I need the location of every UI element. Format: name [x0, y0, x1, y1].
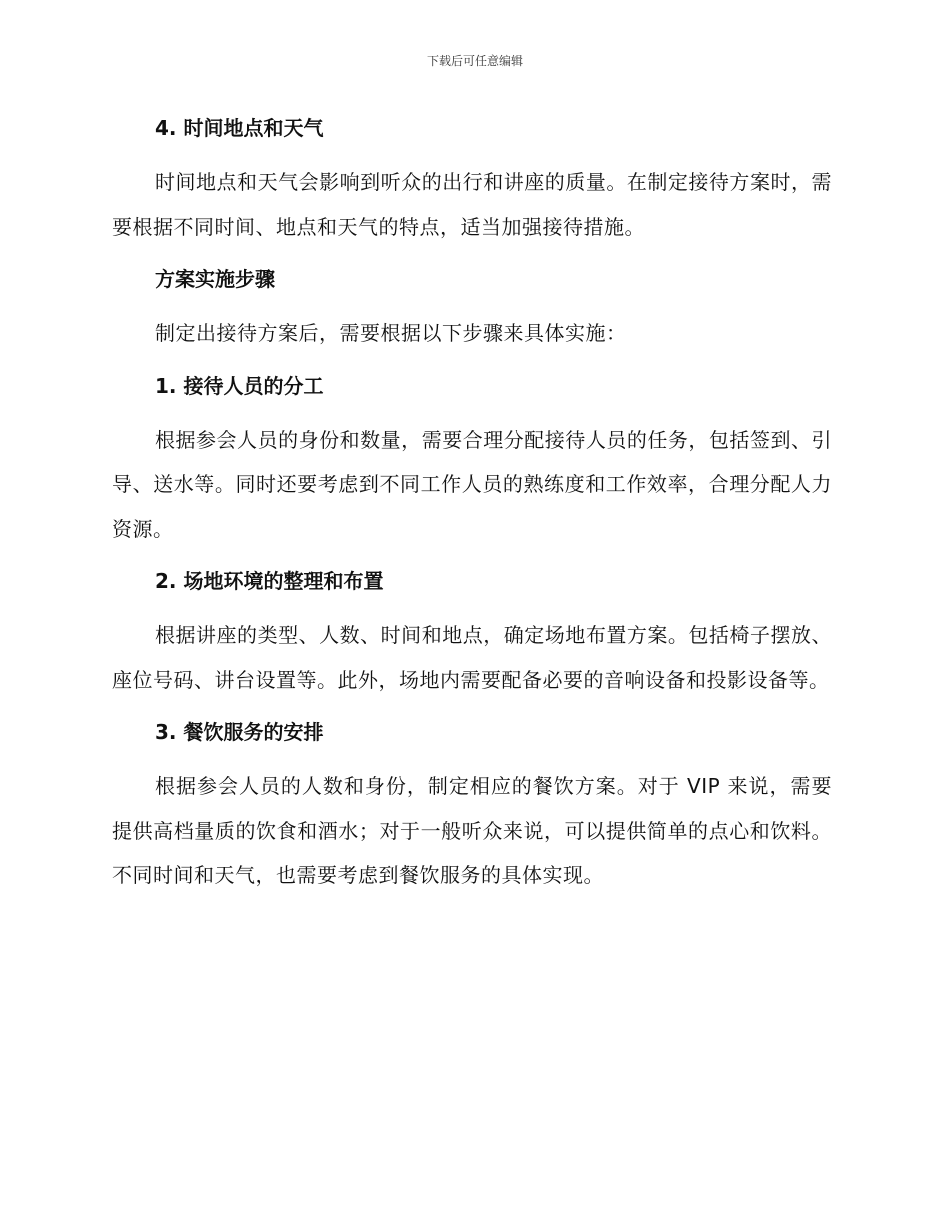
- section-weather: [112, 110, 832, 261]
- document-body: [112, 110, 832, 898]
- section-implementation-steps: [112, 261, 832, 368]
- section-paragraph: 根据参会人员的人数和身份，制定相应的餐饮方案。对于 VIP 来说，需要提供高档量质的饮食和酒水；对于一般听众来说，可以提供简单的点心和饮料。不同时间和天气，也需要考虑到餐饮服务的具体实现。: [112, 774, 832, 887]
- section-paragraph: 时间地点和天气会影响到听众的出行和讲座的质量。在制定接待方案时，需要根据不同时间、地点和天气的特点，适当加强接待措施。: [112, 170, 832, 239]
- section-heading: 4. 时间地点和天气: [155, 116, 324, 140]
- header-note: 下载后可任意编辑: [426, 54, 523, 68]
- section-catering: [112, 714, 832, 898]
- section-paragraph: 根据讲座的类型、人数、时间和地点，确定场地布置方案。包括椅子摆放、座位号码、讲台设置等。此外，场地内需要配备必要的音响设备和投影设备等。: [112, 623, 832, 692]
- section-heading: 2. 场地环境的整理和布置: [155, 569, 384, 593]
- section-heading: 1. 接待人员的分工: [155, 373, 324, 398]
- section-paragraph: 根据参会人员的身份和数量，需要合理分配接待人员的任务，包括签到、引导、送水等。同时还要考虑到不同工作人员的熟练度和工作效率，合理分配人力资源。: [112, 427, 832, 541]
- section-paragraph: 制定出接待方案后，需要根据以下步骤来具体实施：: [155, 321, 627, 345]
- section-staff-division: [112, 368, 832, 564]
- section-heading: 3. 餐饮服务的安排: [155, 720, 324, 744]
- section-heading: 方案实施步骤: [155, 267, 275, 291]
- section-venue-setup: [112, 563, 832, 714]
